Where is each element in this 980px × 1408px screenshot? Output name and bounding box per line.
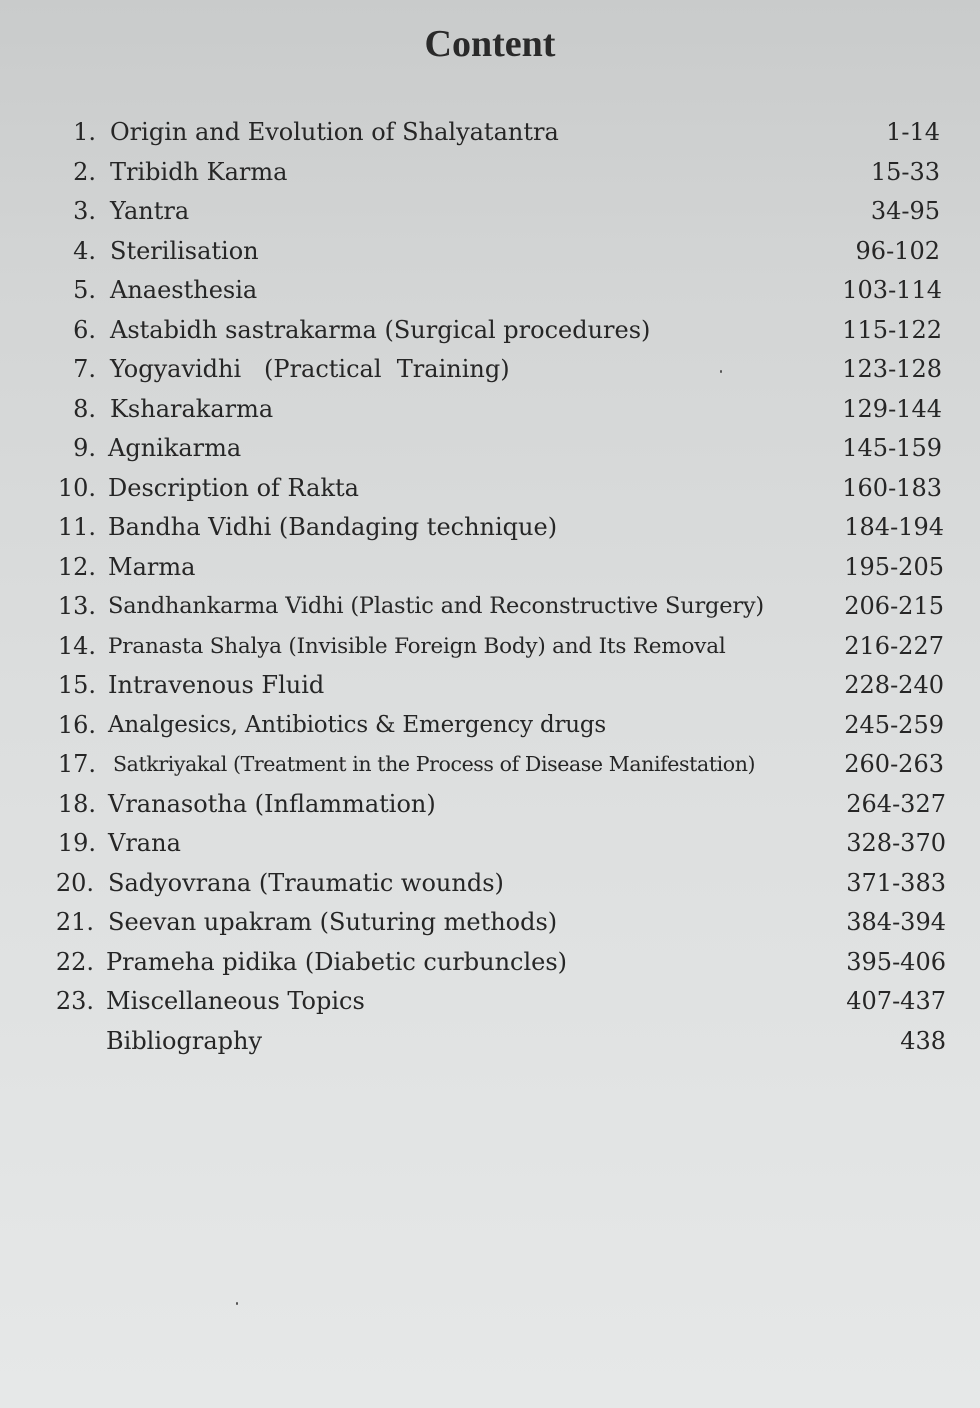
toc-entry (0, 350, 980, 390)
toc-entry-title: Yantra (110, 197, 190, 225)
toc-entry-pages: 195-205 (844, 552, 944, 581)
toc-entry-number: 14. (57, 631, 96, 660)
toc-entry-pages: 103-114 (842, 276, 942, 304)
toc-entry-pages: 145-159 (842, 434, 942, 462)
toc-entry (0, 192, 980, 232)
toc-entry-title: Intravenous Fluid (108, 671, 325, 699)
toc-entry (0, 469, 980, 509)
toc-entry (0, 666, 980, 706)
toc-entry-number: 13. (57, 592, 96, 620)
toc-entry-number: 3. (73, 197, 96, 225)
toc-entry (0, 508, 980, 548)
toc-entry (0, 232, 980, 272)
table-of-contents (0, 113, 980, 1061)
toc-entry-number: 12. (57, 552, 96, 581)
toc-entry-title: Pranasta Shalya (Invisible Foreign Body) and Its Removal (108, 633, 726, 659)
toc-entry-pages: 328-370 (846, 829, 946, 857)
toc-entry (0, 943, 980, 983)
toc-entry-title: Analgesics, Antibiotics & Emergency drugs (108, 711, 607, 738)
toc-entry-title: Astabidh sastrakarma (Surgical procedures) (110, 315, 651, 344)
toc-entry (0, 153, 980, 193)
toc-entry-number: 1. (73, 118, 96, 146)
toc-entry-pages: 260-263 (844, 750, 944, 778)
toc-entry-title: Vrana (108, 829, 181, 857)
toc-entry-number: 22. (55, 947, 94, 976)
toc-entry-title: Ksharakarma (110, 394, 274, 423)
toc-entry-pages: 96-102 (855, 236, 940, 265)
toc-entry (0, 745, 980, 785)
toc-entry-number: 11. (57, 513, 96, 541)
toc-entry (0, 864, 980, 904)
toc-entry-pages: 438 (900, 1026, 946, 1055)
toc-entry-pages: 384-394 (846, 908, 946, 936)
toc-entry-title: Anaesthesia (110, 276, 258, 304)
toc-entry-number: 9. (73, 434, 96, 462)
toc-entry-pages: 228-240 (844, 671, 944, 699)
toc-entry-number: 10. (57, 473, 96, 502)
toc-entry-pages: 115-122 (842, 315, 942, 344)
toc-entry-number: 2. (73, 157, 96, 186)
toc-entry-pages: 206-215 (844, 592, 944, 620)
toc-entry-number: 5. (73, 276, 96, 304)
toc-entry-number: 18. (57, 789, 96, 818)
toc-entry-title: Sterilisation (110, 236, 259, 265)
toc-entry-number: 16. (57, 710, 96, 739)
toc-entry-pages: 129-144 (842, 394, 942, 423)
toc-entry (0, 982, 980, 1022)
toc-entry-number: 17. (57, 750, 96, 778)
toc-entry-pages: 407-437 (846, 987, 946, 1015)
toc-entry-title: Vranasotha (Inflammation) (108, 789, 436, 818)
toc-entry-number: 21. (55, 908, 94, 936)
toc-entry-number: 20. (55, 868, 94, 897)
toc-entry-number: 19. (57, 829, 96, 857)
toc-entry-number: 8. (73, 394, 96, 423)
toc-entry-title: Satkriyakal (Treatment in the Process of Disease Manifestation) (113, 752, 756, 776)
toc-entry (0, 785, 980, 825)
toc-entry-title: Prameha pidika (Diabetic curbuncles) (106, 947, 568, 976)
toc-entry (0, 587, 980, 627)
page-title: Content (424, 23, 556, 65)
toc-entry-title: Agnikarma (108, 434, 242, 462)
toc-entry-title: Bibliography (106, 1026, 262, 1055)
toc-entry-pages: 395-406 (846, 947, 946, 976)
toc-entry-number: 4. (73, 236, 96, 265)
toc-entry (0, 390, 980, 430)
toc-entry (0, 113, 980, 153)
toc-entry-pages: 34-95 (870, 197, 940, 225)
toc-entry-pages: 160-183 (842, 473, 942, 502)
toc-entry-pages: 245-259 (844, 710, 944, 739)
toc-entry-pages: 184-194 (844, 513, 944, 541)
toc-entry-pages: 123-128 (842, 355, 942, 383)
toc-entry (0, 903, 980, 943)
toc-entry-number: 6. (73, 315, 96, 344)
toc-entry-title: Seevan upakram (Suturing methods) (108, 908, 558, 936)
toc-entry-title: Marma (108, 552, 196, 581)
toc-entry-pages: 371-383 (846, 868, 946, 897)
toc-entry-title: Tribidh Karma (110, 157, 288, 186)
toc-entry-pages: 264-327 (846, 789, 946, 818)
toc-entry-number: 7. (73, 355, 96, 383)
paper-speck (236, 1302, 238, 1305)
toc-entry-title: Sadyovrana (Traumatic wounds) (108, 868, 504, 897)
toc-entry-title: Description of Rakta (108, 473, 359, 502)
toc-entry (0, 824, 980, 864)
toc-entry-number: 23. (55, 987, 94, 1015)
toc-entry-number: 15. (57, 671, 96, 699)
toc-entry-pages: 1-14 (886, 118, 940, 146)
toc-entry-title: Miscellaneous Topics (106, 987, 365, 1015)
toc-entry (0, 548, 980, 588)
toc-entry-title: Yogyavidhi (Practical Training) (110, 355, 510, 383)
toc-entry (0, 311, 980, 351)
toc-entry-title: Sandhankarma Vidhi (Plastic and Reconstructive Surgery) (108, 593, 765, 619)
toc-entry-title: Origin and Evolution of Shalyatantra (110, 118, 559, 146)
toc-entry (0, 1022, 980, 1062)
toc-entry (0, 271, 980, 311)
toc-entry-pages: 216-227 (844, 631, 944, 660)
toc-entry (0, 627, 980, 667)
toc-entry-pages: 15-33 (870, 157, 940, 186)
toc-entry-title: Bandha Vidhi (Bandaging technique) (108, 513, 558, 541)
toc-entry (0, 706, 980, 746)
toc-entry (0, 429, 980, 469)
